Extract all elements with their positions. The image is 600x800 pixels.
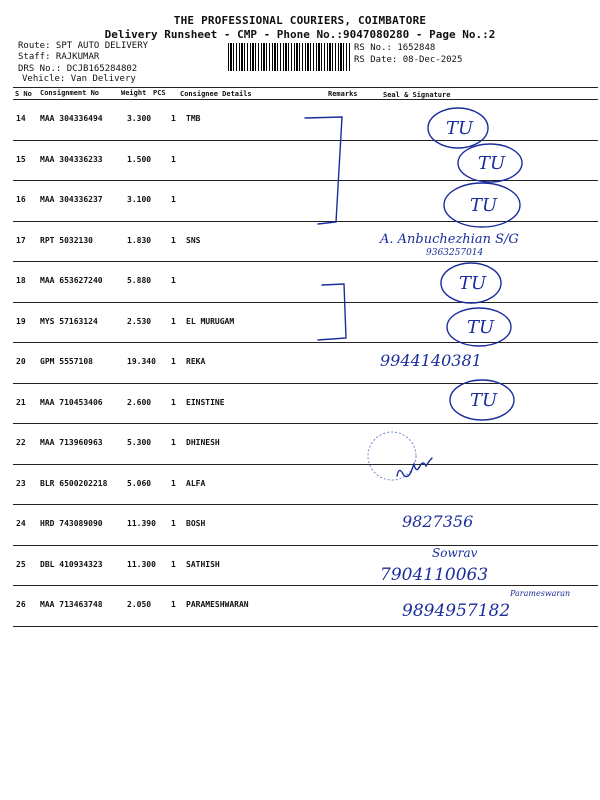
row-sno: 25 [16,559,26,569]
col-seal: Seal & Signature [383,91,451,99]
row-consignment: BLR 6500202218 [40,478,108,488]
name-row26: Parameswaran [510,589,571,598]
row-sno: 23 [16,478,26,488]
row-weight: 3.300 [127,114,152,123]
row-sno: 14 [16,114,26,123]
phone-row20: 9944140381 [380,351,482,370]
row-pcs: 1 [171,276,176,285]
row-weight: 2.600 [127,397,152,407]
signature-row23 [397,458,432,477]
company-title: THE PROFESSIONAL COURIERS, COIMBATORE [173,14,427,27]
row-consignment: RPT 5032130 [40,235,93,245]
row-sno: 15 [16,154,26,164]
row-consignee: PARAMESHWARAN [186,600,249,609]
col-remarks: Remarks [328,90,358,98]
tu-signature [444,183,520,227]
row-pcs: 1 [171,235,176,245]
rs-number: RS No.: 1652848 [354,43,436,53]
row-consignee: REKA [186,357,206,366]
vehicle-label: Vehicle: Van Delivery [22,74,136,84]
row-sno: 17 [16,235,26,245]
row-sno: 18 [16,276,26,285]
col-consignment: Consignment No [40,89,100,97]
row-pcs: 1 [171,519,176,528]
row-sno: 19 [16,316,26,326]
row-pcs: 1 [171,154,176,164]
row-pcs: 1 [171,438,176,447]
row-consignment: MAA 653627240 [40,276,103,285]
tu-signature [428,108,488,148]
row-weight: 5.880 [127,276,152,285]
row-weight: 2.530 [127,316,152,326]
row-consignment: GPM 5557108 [40,357,93,366]
row-sno: 21 [16,397,26,407]
phone-row25: 7904110063 [380,565,489,585]
row-sno: 24 [16,519,26,528]
seal-stamp [368,432,416,480]
svg-text:TU: TU [446,118,474,139]
row-pcs: 1 [171,397,176,407]
row-consignment: HRD 743089090 [40,519,103,528]
col-weight: Weight [121,89,147,97]
row-weight: 1.500 [127,154,152,164]
row-consignment: MAA 713960963 [40,438,103,447]
phone-row26: 9894957182 [402,601,511,621]
tu-signature [447,308,511,346]
row-pcs: 1 [171,600,176,609]
row-consignment: MAA 304336494 [40,114,103,123]
row-sno: 20 [16,357,26,366]
svg-text:TU: TU [467,317,495,338]
row-consignee: BOSH [186,519,206,528]
row-weight: 11.390 [127,519,156,528]
svg-text:TU: TU [459,273,487,294]
row-weight: 3.100 [127,195,152,204]
row-consignee: TMB [186,114,201,123]
row-consignee: EINSTINE [186,397,225,407]
row-consignee: EL MURUGAM [186,316,235,326]
rs-date: RS Date: 08-Dec-2025 [354,55,463,65]
row-weight: 11.300 [127,559,156,569]
row-consignment: DBL 410934323 [40,559,103,569]
row-sno: 22 [16,438,26,447]
row-weight: 1.830 [127,235,152,245]
row-consignment: MAA 304336237 [40,195,103,204]
row-consignee: SATHISH [186,559,220,569]
tu-signature [458,144,522,182]
col-sno: S No [15,90,32,98]
runsheet-subtitle: Delivery Runsheet - CMP - Phone No.:9047080280 - Page No.:2 [104,28,496,41]
bracket-mark [318,284,346,340]
row-consignee: ALFA [186,478,206,488]
signature-row17: A. Anbuchezhian S/G [380,232,519,247]
row-weight: 19.340 [127,357,156,366]
row-weight: 5.060 [127,478,152,488]
row-consignee: SNS [186,235,201,245]
route-label: Route: SPT AUTO DELIVERY [18,41,149,51]
row-consignment: MYS 57163124 [40,316,98,326]
tu-signature [450,380,514,420]
drs-number: DRS No.: DCJB165284802 [18,64,138,74]
row-pcs: 1 [171,357,176,366]
row-pcs: 1 [171,316,176,326]
row-weight: 5.300 [127,438,152,447]
name-row25: Sowrav [432,546,478,560]
staff-label: Staff: RAJKUMAR [18,52,100,62]
row-pcs: 1 [171,559,176,569]
row-consignee: DHINESH [186,438,220,447]
row-pcs: 1 [171,114,176,123]
bracket-mark [305,117,342,224]
tu-signature [441,263,501,303]
phone-row17: 9363257014 [426,248,484,258]
row-pcs: 1 [171,478,176,488]
row-consignment: MAA 304336233 [40,154,103,164]
row-sno: 26 [16,600,26,609]
svg-text:TU: TU [478,153,506,174]
row-weight: 2.050 [127,600,152,609]
row-consignment: MAA 713463748 [40,600,103,609]
svg-text:TU: TU [470,195,498,216]
row-pcs: 1 [171,195,176,204]
svg-text:TU: TU [470,390,498,411]
row-consignment: MAA 710453406 [40,397,103,407]
col-consignee: Consignee Details [180,90,252,98]
col-pcs: PCS [153,89,166,97]
row-sno: 16 [16,195,26,204]
phone-row24: 9827356 [402,512,474,531]
